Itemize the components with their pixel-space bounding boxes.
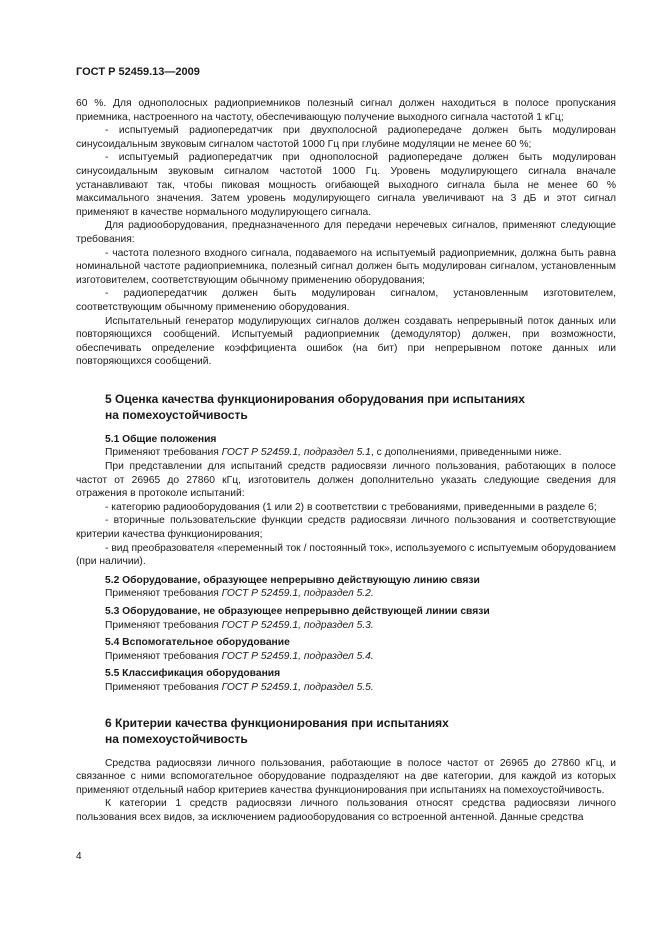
requirement-reference [105,650,616,664]
paragraph: Средства радиосвязи личного пользования, работающие в полосе частот от 26965 до 27860 кГц, и связанное с ними вспомогательное оборудование подразделяют на две категории, для каждой из которых применяют отдельный набор критериев качества функционирования при испытаниях на помехоустойчивость. [76,757,616,796]
requirement-reference [105,681,616,695]
subsection-5-1-heading: 5.1 Общие положения [105,433,217,445]
page-number: 4 [76,851,82,862]
requirement-reference [76,446,616,460]
section-title-line: на помехоустойчивость [105,731,248,746]
section-5-heading [105,391,616,423]
requirement-reference [105,619,616,633]
paragraph: При представлении для испытаний средств радиосвязи личного пользования, работающих в полосе частот от 26965 до 27860 кГц, изготовитель должен дополнительно указать следующие сведения для отражения в протоколе испытаний: [76,461,616,500]
ref-standard: ГОСТ Р 52459.1, подраздел 5.5. [221,681,374,693]
list-item: - вторичные пользовательские функции средств радиосвязи личного пользования и соответствующие критерии качества функционирования; [76,515,616,541]
document-body [76,97,616,825]
subsection-5-5-heading: 5.5 Классификация оборудования [105,668,281,680]
ref-prefix: Применяют требования [105,681,222,693]
requirement-reference [105,587,616,601]
paragraph: 60 %. Для однополосных радиоприемников полезный сигнал должен находиться в полосе пропускания приемника, настроенного на частоту, обеспечивающую получение выходного сигнала частотой 1 кГц; [76,98,616,123]
list-item: - радиопередатчик должен быть модулирован сигналом, установленным изготовителем, соответствующим обычному применению оборудования. [76,288,616,313]
subsection-5-2-heading: 5.2 Оборудование, образующее непрерывно действующую линию связи [105,574,480,586]
section-title-line: 6 Критерии качества функционирования при испытаниях [105,715,449,730]
list-item: - вид преобразователя «переменный ток / постоянный ток», используемого с испытуемым оборудованием (при наличии). [76,542,616,568]
list-item: - частота полезного входного сигнала, подаваемого на испытуемый радиоприемник, должна быть равна номинальной частоте радиоприемника, полезный сигнал должен быть модулирован сигналом, установленным изготовителем, соответствующим обычному применению оборудования; [76,247,616,286]
ref-suffix: , с дополнениями, приведенными ниже. [370,447,562,459]
section-title-line: на помехоустойчивость [105,407,248,422]
ref-prefix: Применяют требования [105,619,222,631]
ref-prefix: Применяют требования [105,650,222,662]
section-6-heading [105,715,616,747]
section-title-line: 5 Оценка качества функционирования оборудования при испытаниях [105,391,525,406]
paragraph: К категории 1 средств радиосвязи личного пользования относят средства радиосвязи личного пользования всех видов, за исключением радиооборудования со встроенной антенной. Данные средства [76,798,616,823]
ref-standard: ГОСТ Р 52459.1, подраздел 5.4. [221,650,374,662]
subsection-5-4-heading: 5.4 Вспомогательное оборудование [105,637,290,649]
list-item: - испытуемый радиопередатчик при двухполосной радиопередаче должен быть модулирован синусоидальным звуковым сигналом частотой 1000 Гц при глубине модуляции не менее 60 %; [76,125,616,150]
paragraph: Для радиооборудования, предназначенного для передачи неречевых сигналов, применяют следующие требования: [76,220,616,245]
list-item: - категорию радиооборудования (1 или 2) в соответствии с требованиями, приведенными в разделе 6; [105,501,597,513]
document-header: ГОСТ Р 52459.13—2009 [76,66,200,78]
subsection-5-3-heading: 5.3 Оборудование, не образующее непрерывно действующей линии связи [105,606,490,617]
paragraph: Испытательный генератор модулирующих сигналов должен создавать непрерывный поток данных или повторяющихся сообщений. Испытуемый радиоприемник (демодулятор) должен, при возможности, обеспечивать определение коэффициента ошибок (на бит) при непрерывном потоке данных или повторяющихся сообщений. [76,315,616,368]
ref-standard: ГОСТ Р 52459.1, подраздел 5.1 [221,447,371,459]
ref-prefix: Применяют требования [105,447,222,459]
ref-prefix: Применяют требования [105,588,222,600]
list-item: - испытуемый радиопередатчик при однополосной радиопередаче должен быть модулирован синусоидальным звуковым сигналом частотой 1000 Гц. Уровень модулирующего сигнала вначале устанавливают так, чтобы пиковая мощность огибающей выходного сигнала была не менее 60 % максимального значения. Затем уровень модулирующего сигнала увеличивают на 3 дБ и этот сигнал применяют в качестве нормального модулирующего сигнала. [76,152,616,218]
ref-standard: ГОСТ Р 52459.1, подраздел 5.3. [221,619,374,631]
ref-standard: ГОСТ Р 52459.1, подраздел 5.2. [221,588,374,600]
